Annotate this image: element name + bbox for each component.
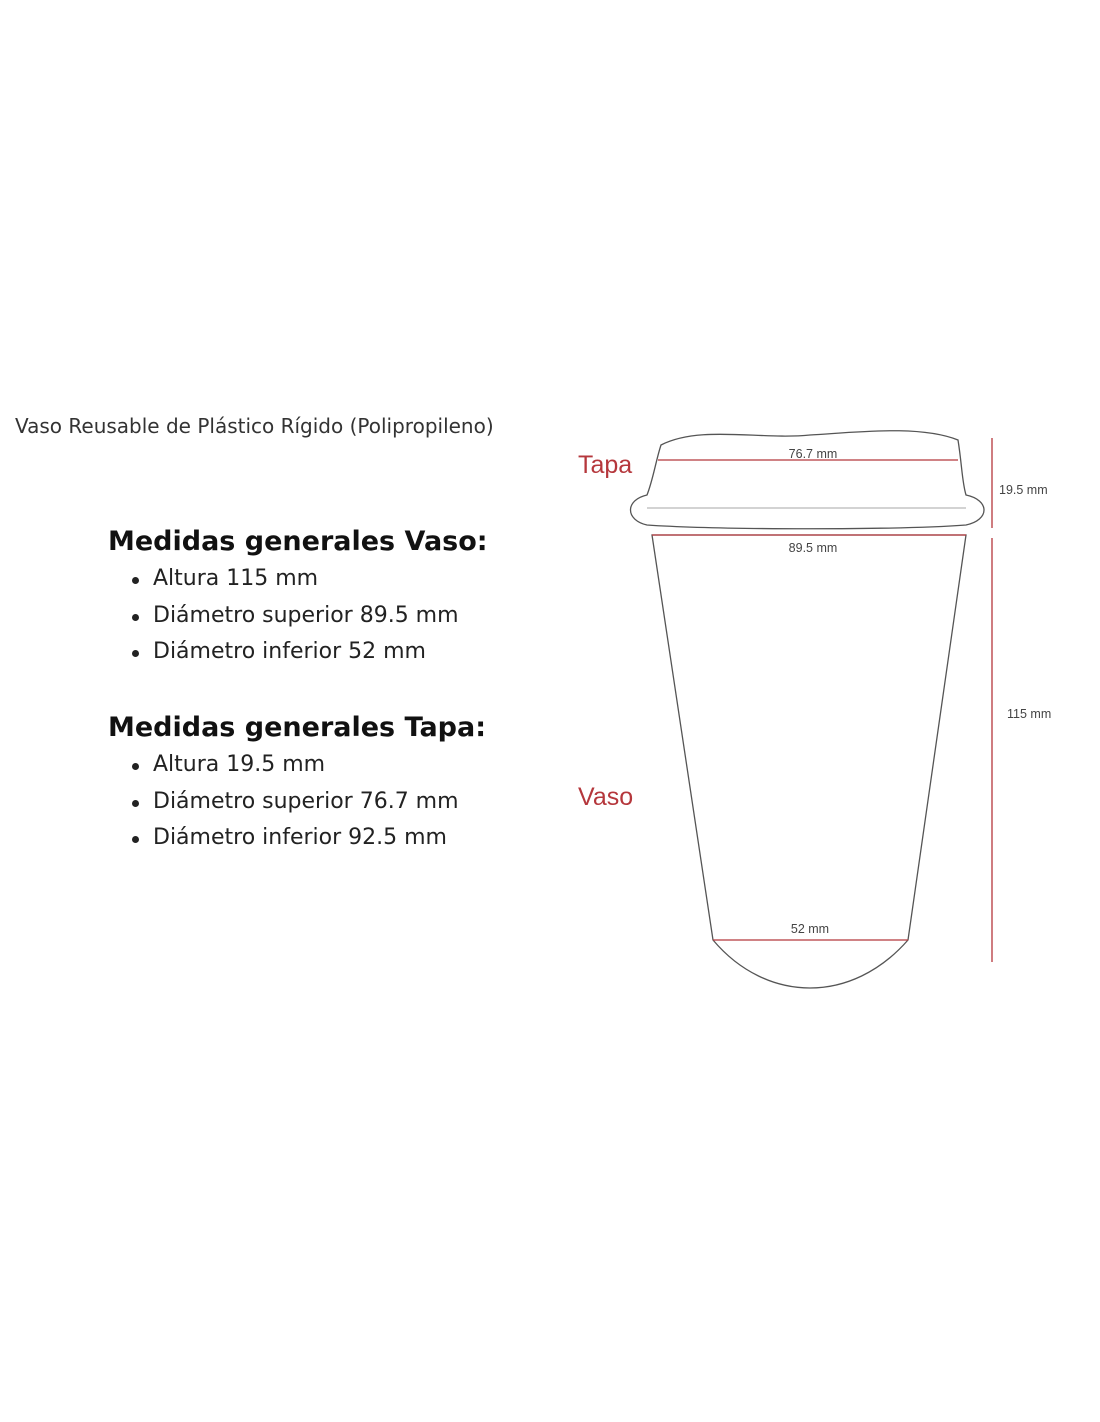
lid-part-label: Tapa: [578, 451, 633, 479]
cup-top-diameter-item: Diámetro superior 89.5 mm: [132, 598, 488, 635]
lid-height-dimension-label: 19.5 mm: [999, 483, 1048, 497]
lid-outline: [631, 431, 985, 529]
cup-bottom-dimension-label: 52 mm: [790, 922, 830, 936]
diagram-subtitle: Vaso Reusable de Plástico Rígido (Polipropileno): [15, 414, 494, 438]
cup-measurements-title: Medidas generales Vaso:: [108, 526, 488, 557]
cup-height-item: Altura 115 mm: [132, 561, 488, 598]
lid-height-item: Altura 19.5 mm: [132, 747, 486, 784]
cup-height-dimension-label: 115 mm: [1007, 707, 1052, 721]
cup-top-dimension-label: 89.5 mm: [788, 541, 838, 555]
cup-bottom-diameter-item: Diámetro inferior 52 mm: [132, 634, 488, 671]
cup-part-label: Vaso: [578, 783, 634, 811]
cup-outline: [652, 535, 966, 988]
lid-bottom-diameter-item: Diámetro inferior 92.5 mm: [132, 820, 486, 857]
lid-top-dimension-label: 76.7 mm: [788, 447, 838, 461]
lid-measurements-title: Medidas generales Tapa:: [108, 712, 487, 743]
lid-top-diameter-item: Diámetro superior 76.7 mm: [132, 784, 486, 821]
